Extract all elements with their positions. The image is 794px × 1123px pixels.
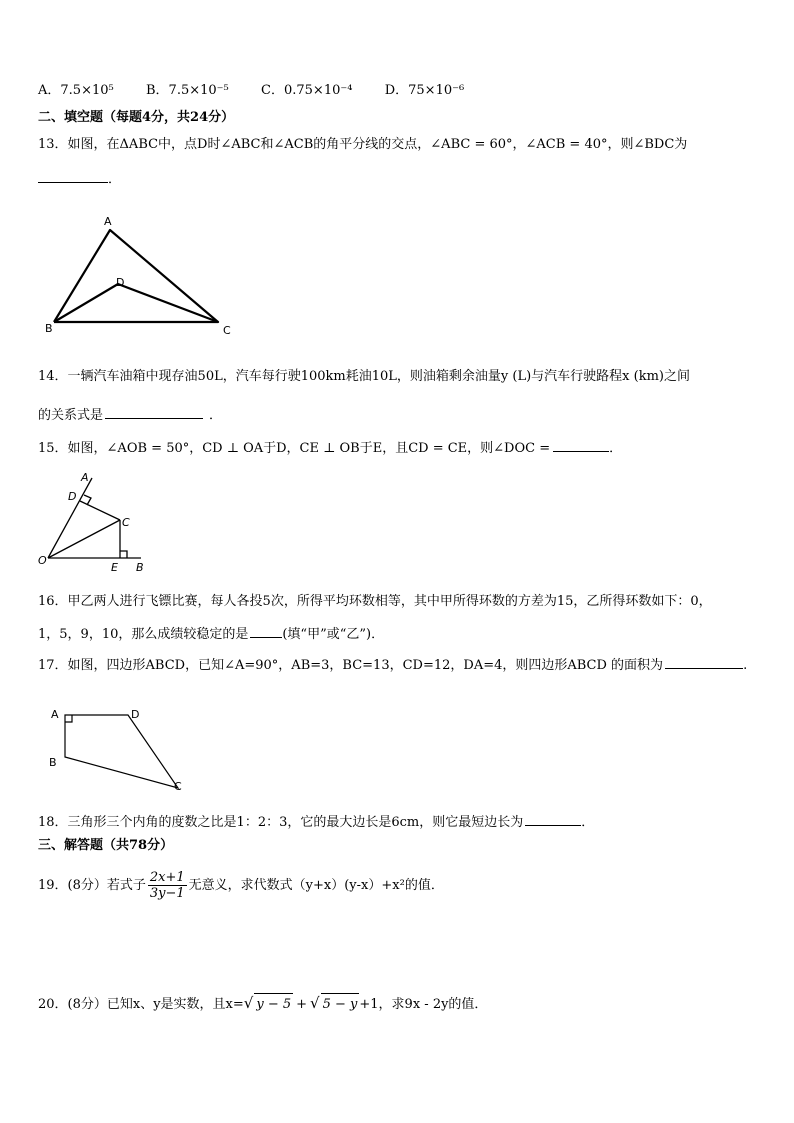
q13-label-d: D — [116, 276, 125, 289]
q13-label-a: A — [104, 215, 112, 228]
q19-fraction — [148, 870, 187, 901]
q14-answer-blank[interactable] — [105, 404, 203, 419]
q19-numerator: 2x+1 — [149, 870, 185, 885]
q12-options — [38, 82, 464, 100]
q19-line: 19．(8分）若式子 $\frac{2x+1}{3y-1}$ 无意义，求代数式（y+x）(y-x）+x²的值． — [38, 870, 444, 901]
q18-text: 18．三角形三个内角的度数之比是1：2：3，它的最大边长是6cm，则它最短边长为 — [38, 815, 524, 830]
sqrt-icon: √ — [243, 994, 254, 1012]
q20-radicand-1: y − 5 — [254, 993, 293, 1016]
q17-line: 17．如图，四边形ABCD，已知∠A=90°，AB=3，BC=13，CD=12，DA=4，则四边形ABCD 的面积为 . — [38, 654, 747, 675]
q12-option-b: B．7.5×10⁻⁵ — [146, 83, 229, 98]
q17-quadrilateral-outline — [65, 715, 178, 788]
q15-line: 15．如图，∠AOB = 50°，CD ⊥ OA于D，CE ⊥ OB于E，且CD = CE，则∠DOC = ． — [38, 437, 622, 458]
q20-radicand-2: 5 − y — [321, 993, 360, 1016]
q15-label-e: E — [111, 561, 118, 574]
q15-label-c: C — [122, 516, 130, 529]
q13-end: ． — [108, 172, 122, 187]
q15-answer-blank[interactable] — [553, 437, 609, 452]
q12-option-d: D．75×10⁻⁶ — [384, 83, 465, 98]
q18-answer-blank[interactable] — [525, 811, 581, 826]
q17-label-a: A — [51, 708, 59, 721]
q13-triangle-figure — [40, 210, 250, 340]
q14-line1: 14．一辆汽车油箱中现存油50L，汽车每行驶100km耗油10L，则油箱剩余油量y (L)与汽车行驶路程x (km)之间 — [38, 369, 690, 384]
section2-heading: 二、填空题（每题4分，共24分） — [38, 110, 235, 125]
q14-line2: 的关系式是 ． — [38, 404, 222, 425]
q13-answer-line — [38, 168, 121, 189]
q18-line: 18．三角形三个内角的度数之比是1：2：3，它的最大边长是6cm，则它最短边长为 ． — [38, 811, 594, 832]
q17-quadrilateral-figure — [46, 700, 196, 795]
sqrt-icon: √ — [310, 994, 320, 1012]
q12-option-a: A．7.5×10⁵ — [38, 83, 114, 98]
q12-option-c: C．0.75×10⁻⁴ — [261, 83, 353, 98]
q19-denominator: 3y−1 — [149, 886, 185, 901]
q17-label-c: C — [174, 780, 182, 793]
q17-label-b: B — [49, 756, 57, 769]
q15-label-a: A — [81, 471, 89, 484]
q17-answer-blank[interactable] — [665, 654, 743, 669]
q15-label-d: D — [68, 490, 77, 503]
q15-angle-figure — [36, 470, 156, 575]
q16-line1: 16．甲乙两人进行飞镖比赛，每人各投5次，所得平均环数相等，其中甲所得环数的方差为15，乙所得环数如下：0， — [38, 594, 712, 609]
section3-heading: 三、解答题（共78分） — [38, 838, 174, 853]
q16-answer-blank[interactable] — [250, 623, 282, 638]
q17-text: 17．如图，四边形ABCD，已知∠A=90°，AB=3，BC=13，CD=12，DA=4，则四边形ABCD 的面积为 — [38, 658, 664, 673]
q16-line2: 1，5，9，10，那么成绩较稳定的是 (填“甲”或“乙”)． — [38, 623, 384, 644]
q17-label-d: D — [131, 708, 140, 721]
q15-label-o: O — [38, 554, 47, 567]
q15-text: 15．如图，∠AOB = 50°，CD ⊥ OA于D，CE ⊥ OB于E，且CD = CE，则∠DOC = — [38, 441, 551, 456]
q13-text: 13．如图，在ΔABC中，点D时∠ABC和∠ACB的角平分线的交点，∠ABC = 60°，∠ACB = 40°，则∠BDC为 — [38, 137, 688, 152]
q13-label-c: C — [223, 324, 231, 337]
q13-answer-blank[interactable] — [38, 168, 108, 183]
q20-line: 20．(8分）已知x、y是实数，且x=√ y − 5 + √ 5 − y +1，求9x - 2y的值． — [38, 992, 487, 1016]
q15-label-b: B — [136, 561, 144, 574]
q13-label-b: B — [45, 322, 53, 335]
q13-bisectors — [54, 284, 218, 322]
